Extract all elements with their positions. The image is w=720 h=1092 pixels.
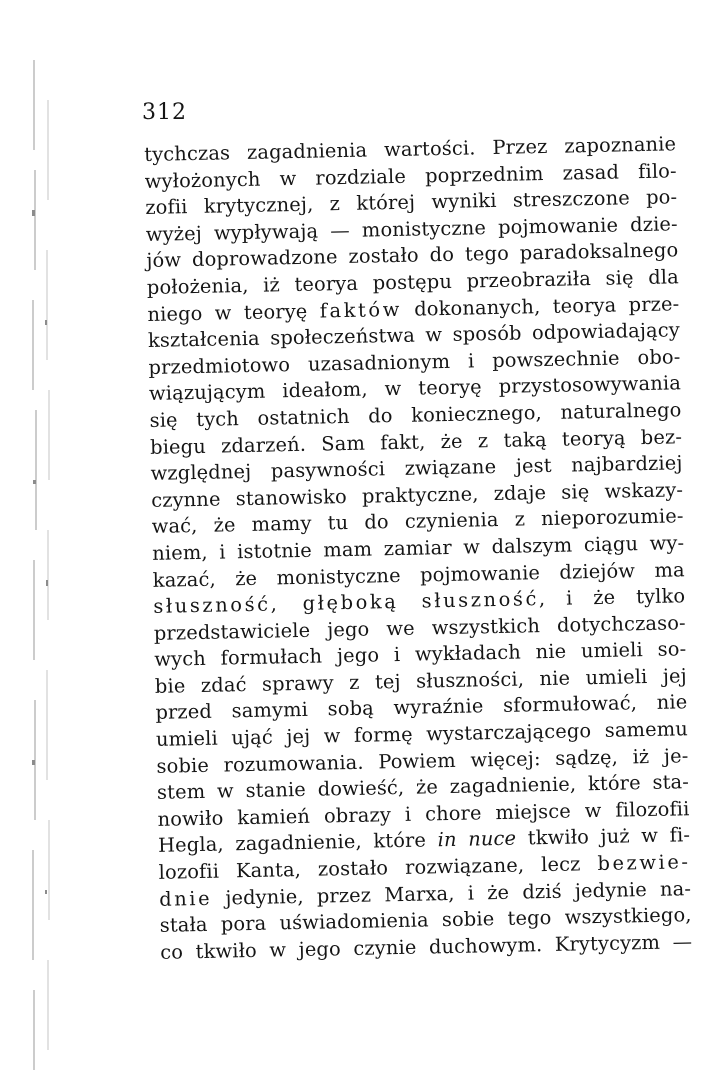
text-run: niego w teoryę	[147, 299, 320, 326]
text-run: przed samymi sobą wyraźnie sformułować, nie	[155, 690, 688, 725]
text-run: tkwiło już w fi-	[515, 823, 691, 851]
text-run: jów doprowadzone zostało do tego paradoksalnego	[146, 238, 679, 273]
text-run: kazać, że monistyczne pojmowanie dziejów ma	[152, 557, 685, 592]
text-run: stała pora uświadomienia sobie tego wszystkiego,	[159, 903, 692, 938]
emphasized-phrase: faktów	[319, 297, 403, 323]
text-run: , i że tylko	[538, 584, 686, 611]
text-run: zofii krytycznej, z której wyniki streszczone po-	[145, 185, 678, 220]
text-run: co tkwiło w jego czynie duchowym. Krytycyzm —	[160, 929, 693, 964]
text-run: tychczas zagadnienia wartości. Przez zapoznanie	[144, 132, 677, 166]
text-run: nowiło kamień obrazy i chore miejsce w filozofii	[157, 797, 690, 831]
text-run: względnej pasywności związane jest najbardziej	[150, 451, 683, 486]
text-run: dokonanych, teorya prze-	[401, 291, 680, 321]
text-run: biegu zdarzeń. Sam fakt, że z taką teoryą bez-	[149, 424, 683, 459]
text-run: niem, i istotnie mam zamiar w dalszym ciągu wy-	[152, 531, 685, 565]
text-run: czynne stanowisko praktyczne, zdaje się wskazy-	[150, 477, 684, 512]
text-run: jedynie, przez Marxa, i że dziś jedynie na-	[211, 876, 692, 910]
text-run: kształcenia społeczeństwa w sposób odpowiadający	[147, 318, 681, 353]
page-number: 312	[142, 100, 187, 125]
body-text	[144, 131, 692, 966]
text-run: bie zdać sprawy z tej słuszności, nie umieli jej	[154, 664, 688, 698]
text-run: lozofii Kanta, zostało rozwiązane, lecz	[158, 852, 598, 884]
text-run: wych formułach jego i wykładach nie umieli so-	[154, 637, 687, 672]
text-run: przedstawiciele jego we wszystkich dotychczaso-	[153, 610, 686, 645]
binding-shadow	[14, 60, 56, 1070]
text-run: wyłożonych w rozdziale poprzednim zasad filo-	[144, 158, 677, 193]
text-run: stem w stanie dowieść, że zagadnienie, które sta-	[156, 770, 690, 805]
text-run: przedmiotowo uzasadnionym i powszechnie obo-	[148, 345, 681, 379]
emphasized-phrase: dnie	[158, 886, 213, 911]
italic-phrase: in nuce	[437, 827, 517, 852]
text-run: położenia, iż teorya postępu przeobraziła się dla	[146, 265, 680, 299]
text-run: umieli ująć jej w formę wystarczającego samemu	[155, 717, 689, 751]
text-run: wać, że mamy tu do czynienia z nieporozumie-	[151, 504, 684, 539]
text-run: wiązującym ideałom, w teoryę przystosowywania	[148, 371, 682, 406]
text-run: sobie rozumowania. Powiem więcej: sądzę, iż je-	[156, 743, 689, 778]
text-run: Hegla, zagadnienie, które	[157, 828, 438, 858]
emphasized-phrase: słuszność, głęboką słuszność	[153, 587, 540, 618]
text-run: się tych ostatnich do koniecznego, naturalnego	[149, 398, 682, 432]
emphasized-phrase: bezwie-	[597, 850, 691, 876]
text-run: wyżej wypływają — monistyczne pojmowanie dzie-	[145, 212, 678, 246]
